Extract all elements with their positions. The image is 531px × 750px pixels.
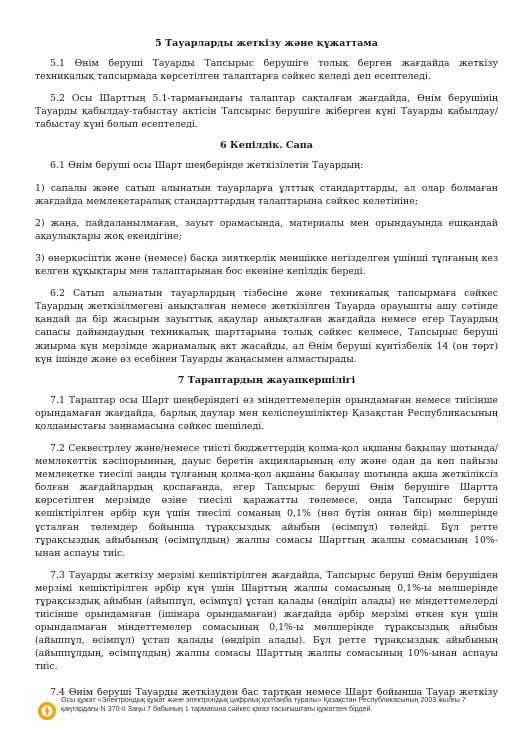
paragraph-6-1-item-1: 1) сапалы және сатып алынатын тауарларға ұлттық стандарттарды, ал олар болмаған жағдайда мемлекетаралық стандарттардың талаптарына сәйкес келетініне;: [35, 182, 498, 207]
paragraph-7-2: 7.2 Секвестрлеу және/немесе тиісті бюджеттердің қолма-қол ақшаны бақылау шотында/мемлекеттік кәсіпорынның, дауыс беретін акцияларының елу және одан да көп пайызы мемлекетке тиесілі заңды тұлғаның қолма-қол ақшаны бақылау шотында ақша жеткіліксіз болған жағдайлардың қоспағанда, егер Тапсырыс беруші Өнім берушіге Шартта көрсетілген мерзімде өзіне тиесілі қаражатты төлемесе, онда Тапсырыс беруші кешіктірілген әрбір күн үшін тиесілі соманың 0,1% (нөл бүтін оннан бір) мөлшерінде ұсталған төлемдер бойынша тұрақсыздық айыбын (өсімпұл) төлейді. Бұл ретте тұрақсыздық айыбының (өсімпұлдың) жалпы сомасы Шарттың жалпы сомасының 10%-ынан аспауы тиіс.: [35, 442, 498, 559]
paragraph-6-1: 6.1 Өнім беруші осы Шарт шеңберінде жеткізілетін Тауардың:: [50, 160, 364, 172]
section-5-title: 5 Тауарларды жеткізу және құжаттама: [155, 38, 378, 49]
section-6-title: 6 Кепілдік. Сапа: [219, 140, 313, 152]
e-kyzhat-logo-icon: [37, 701, 57, 721]
document-footer: [37, 694, 499, 734]
paragraph-7-1: 7.1 Тараптар осы Шарт шеңберіндегі өз міндеттемелерін орындамаған немесе тиісінше орындамаған жағдайда, барлық даулар мен келіспеушіліктер Қазақстан Республикасының қолданыстағы заңнамасына сәйкес шешіледі.: [35, 394, 498, 432]
paragraph-5-1: 5.1 Өнім беруші Тауарды Тапсырыс берушіге толық берген жағдайда жеткізу техникалық тапсырмада көрсетілген талаптарға сәйкес келеді деп есептеледі.: [35, 58, 498, 83]
paragraph-6-1-item-2: 2) жаңа, пайдаланылмаған, зауыт орамасында, материалы мен орындауында ешқандай ақаулықтары жоқ екендігіне;: [35, 217, 498, 242]
paragraph-5-2: 5.2 Осы Шарттың 5.1-тармағындағы талаптар сақталған жағдайда, Өнім берушінің Тауарды қабылдау-табыстау актісін Тапсырыс берушіге жіберген күні Тауарды қабылдау/табыстау күні болып есептеледі.: [35, 93, 498, 131]
section-7-title: 7 Тараптардың жауапкершілігі: [177, 374, 356, 386]
paragraph-7-3: 7.3 Тауарды жеткізу мерзімі кешіктірілген жағдайда, Тапсырыс беруші Өнім берушіден мерзімі кешіктірілген әрбір күн үшін Шарттың жалпы сомасының 0,1%-ы мөлшерінде тұрақсыздық айыбын (айыппұл, өсімпұл) ұстап қалады (өндіріп алады) не міндеттемелерді тиісінше орындамаған (ішінара орындамаған) жағдайда әрбір мерзімі өткен күн үшін орындалмаған міндеттемелер сомасының 0,1%-ы мөлшерінде тұрақсыздық айыбын (айыппұл, өсімпұл) ұстап қалады (өндіріп алады). Бұл ретте тұрақсыздық айыбының (айыппұлдың, өсімпұлдың) жалпы сомасы Шарттың жалпы сомасының 10%-ынан аспауы тиіс.: [35, 569, 498, 673]
paragraph-6-1-item-3: 3) өнеркәсіптік және (немесе) басқа зияткерлік меншікке негізделген үшінші тұлғаның кез келген құқықтары мен талаптарынан бос екеніне кепілдік береді.: [35, 252, 498, 278]
document-page: [35, 38, 498, 683]
paragraph-6-2: 6.2 Сатып алынатын тауарлардың тізбесіне және техникалық тапсырмаға сәйкес Тауардың жеткізілмегені анықталған немесе жеткізілген Тауарда орауышты ашу сәтінде қандай да бір жасырын зауыттық ақаулар анықталған жағдайда немесе егер Тауардың сапасы дайындаудың техникалық шарттарына толық сәйкес келмесе, Тапсырыс беруші жиырма күн мерзімде жарнамалық акт жасайды, ал Өнім беруші күнтізбелік 14 (он төрт) күн ішінде және өз есебінен Тауарды жаңасымен алмастырады.: [35, 288, 498, 365]
paragraph-7-4: 7.4 Өнім беруші Тауарды жеткізуден бас тартқан немесе Шарт бойынша Тауар жеткізу: [50, 688, 498, 698]
footer-legal-text: Осы құжат «Электрондық құжат және электрондық цифрлық қолтаңба туралы» Қазақстан Республикасының 2003 жылғы 7 қаңтардағы N 370-II Заңы 7 бабының 1 тармағына сәйкес қағаз тасығыштағы құжатпен бірдей.: [61, 696, 466, 713]
